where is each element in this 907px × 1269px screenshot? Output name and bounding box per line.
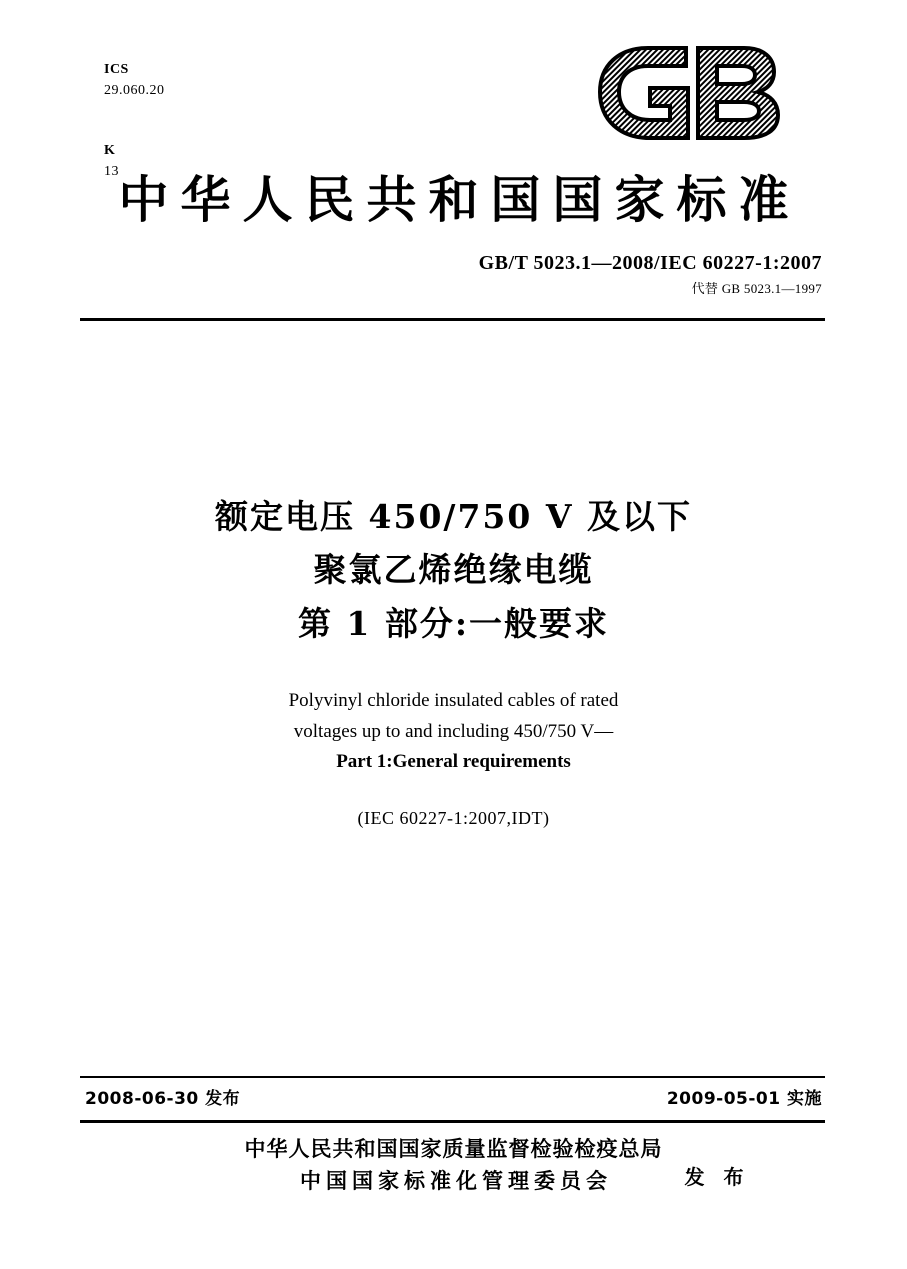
gb-logo-icon (592, 40, 792, 145)
chinese-title-line-3: 第 1 部分:一般要求 (297, 603, 610, 643)
english-title-line-2: voltages up to and including 450/750 V— (293, 720, 614, 742)
english-title (0, 686, 907, 777)
english-title-line-1: Polyvinyl chloride insulated cables of rated (288, 690, 619, 712)
ics-value: 29.060.20 (104, 82, 165, 98)
header-divider (80, 318, 825, 321)
ics-line (80, 40, 165, 121)
issuer-names (245, 1133, 663, 1196)
issuer-inner (244, 1133, 750, 1196)
standard-number: GB/T 5023.1—2008/IEC 60227-1:2007 (478, 252, 822, 274)
idt-reference: (IEC 60227-1:2007,IDT) (357, 807, 550, 828)
english-title-line-3: Part 1:General requirements (336, 751, 571, 773)
footer-divider-bottom (80, 1120, 825, 1123)
footer-divider-top (80, 1076, 825, 1078)
ics-label: ICS (104, 62, 129, 78)
date-row (85, 1084, 822, 1109)
publish-label: 发 布 (684, 1165, 750, 1189)
chinese-title-line-2: 聚氯乙烯绝缘电缆 (313, 550, 594, 590)
issuer-block (0, 1133, 907, 1196)
classification-label: K (104, 143, 116, 159)
issue-date: 2008-06-30 发布 (85, 1089, 241, 1109)
title-block (0, 490, 907, 829)
chinese-title-line-1: 额定电压 450/750 V 及以下 (215, 497, 692, 536)
issuer-line-2: 中国国家标准化管理委员会 (300, 1167, 612, 1193)
standard-replaces: 代替 GB 5023.1—1997 (691, 281, 822, 296)
issuer-line-1: 中华人民共和国国家质量监督检验检疫总局 (244, 1136, 663, 1161)
implementation-date: 2009-05-01 实施 (666, 1089, 822, 1109)
national-standard-title: 中华人民共和国国家标准 (118, 170, 801, 229)
classification-value: 13 (104, 163, 119, 179)
